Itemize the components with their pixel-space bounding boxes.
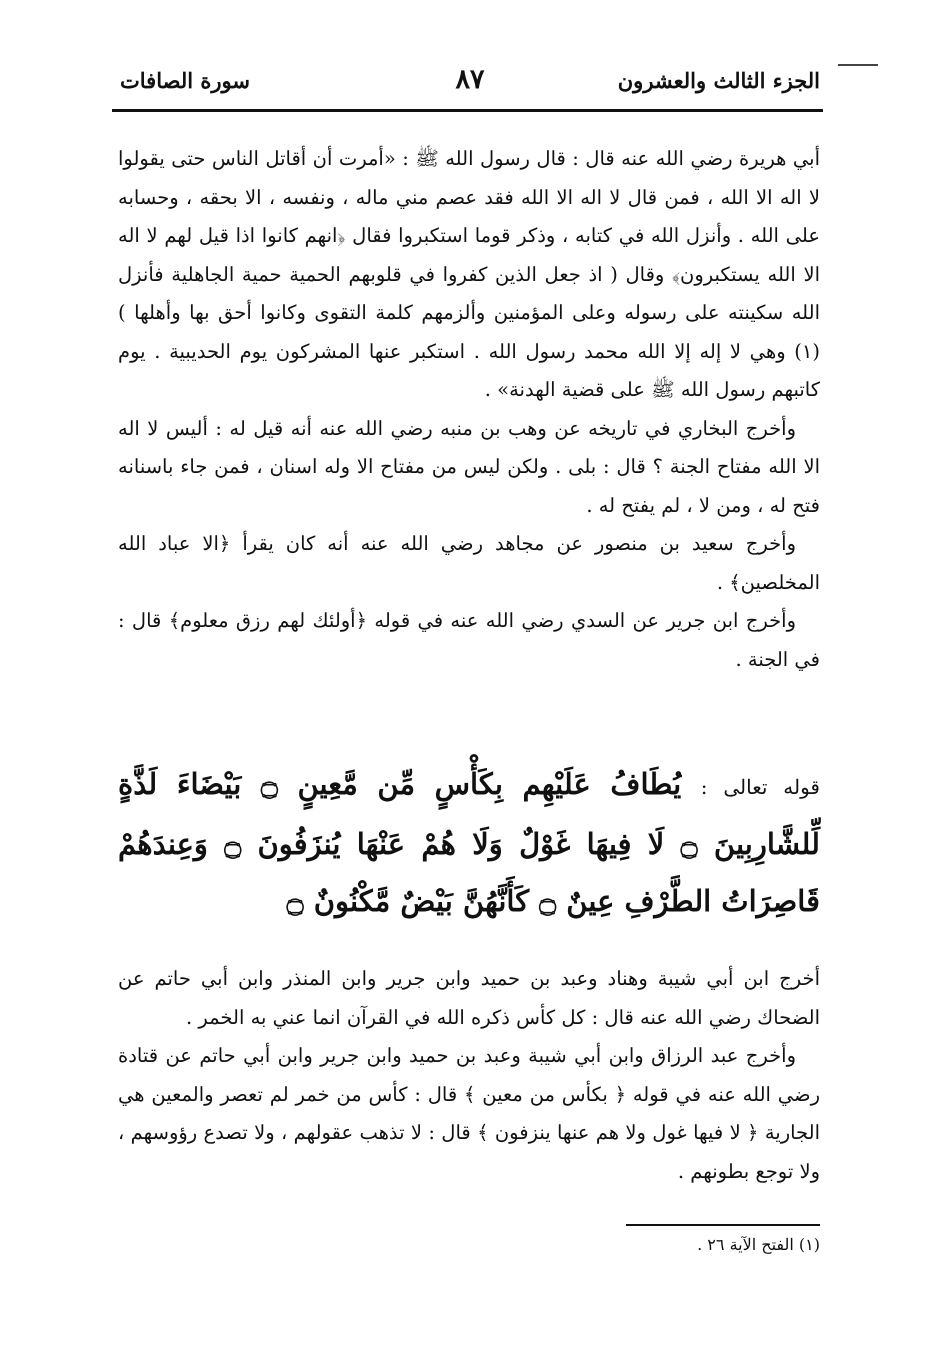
footnote: (١) الفتح الآية ٢٦ .	[697, 1235, 820, 1254]
verse-intro: قوله تعالى :	[700, 775, 820, 799]
surah-name: سورة الصافات	[120, 68, 250, 93]
footnote-rule	[626, 1224, 820, 1226]
paragraph-said-ibn-mansur: وأخرج سعيد بن منصور عن مجاهد رضي الله عنه أنه كان يقرأ ﴿الا عباد الله المخلصين﴾ .	[118, 532, 820, 594]
paragraph-abu-hurayra: أبي هريرة رضي الله عنه قال : قال رسول الله ﷺ : «أمرت أن أقاتل الناس حتى يقولوا لا اله الا الله ، فمن قال لا اله الا الله فقد عصم مني ماله ، ونفسه ، الا بحقه ، وحسابه على الله . وأنزل الله في كتابه ، وذكر قوما استكبروا فقال ﴿انهم كانوا اذا قيل لهم لا اله الا الله يستكبرون﴾ وقال ( اذ جعل الذين كفروا في قلوبهم الحمية حمية الجاهلية فأنزل الله سكينته على رسوله وعلى المؤمنين وألزمهم كلمة التقوى وكانوا أحق بها وأهلها ) (١) وهي لا إله إلا الله محمد رسول الله . استكبر عنها المشركون يوم الحديبية . يوم كاتبهم رسول الله ﷺ على قضية الهدنة» .	[118, 147, 820, 401]
verse-text: يُطَافُ عَلَيْهِم بِكَأْسٍ مِّن مَّعِينٍ ۝ بَيْضَاءَ لَذَّةٍ لِّلشَّارِبِينَ ۝ لَا فِيهَا غَوْلٌ وَلَا هُمْ عَنْهَا يُنزَفُونَ ۝ وَعِندَهُمْ قَاصِرَاتُ الطَّرْفِ عِينٌ ۝ كَأَنَّهُنَّ بَيْضٌ مَّكْنُونٌ ۝	[118, 767, 820, 918]
running-title: الجزء الثالث والعشرون	[617, 68, 820, 93]
page-number: ٨٧	[455, 64, 485, 95]
page-header	[120, 58, 820, 108]
corner-mark	[838, 64, 878, 66]
quran-verse-block	[118, 756, 820, 930]
paragraph-ibn-jarir: وأخرج ابن جرير عن السدي رضي الله عنه في قوله ﴿أولئك لهم رزق معلوم﴾ قال : في الجنة .	[118, 609, 820, 671]
paragraph-ibn-abi-shayba: أخرج ابن أبي شيبة وهناد وعبد بن حميد وابن جرير وابن المنذر وابن أبي حاتم عن الضحاك رضي الله عنه قال : كل كأس ذكره الله في القرآن انما عني به الخمر .	[118, 967, 820, 1029]
commentary-before-verse	[118, 140, 820, 679]
header-rule	[112, 109, 823, 112]
commentary-after-verse	[118, 960, 820, 1191]
paragraph-abd-al-razzaq: وأخرج عبد الرزاق وابن أبي شيبة وعبد بن حميد وابن جرير وابن أبي حاتم عن قتادة رضي الله عنه في قوله ﴿ بكأس من معين ﴾ قال : كأس من خمر لم تعصر والمعين هي الجارية ﴿ لا فيها غول ولا هم عنها ينزفون ﴾ قال : لا تذهب عقولهم ، ولا تصدع رؤوسهم ، ولا توجع بطونهم .	[118, 1044, 820, 1183]
paragraph-bukhari: وأخرج البخاري في تاريخه عن وهب بن منبه رضي الله عنه أنه قيل له : أليس لا اله الا الله مفتاح الجنة ؟ قال : بلى . ولكن ليس من مفتاح الا وله اسنان ، فمن جاء باسنانه فتح له ، ومن لا ، لم يفتح له .	[118, 416, 820, 517]
